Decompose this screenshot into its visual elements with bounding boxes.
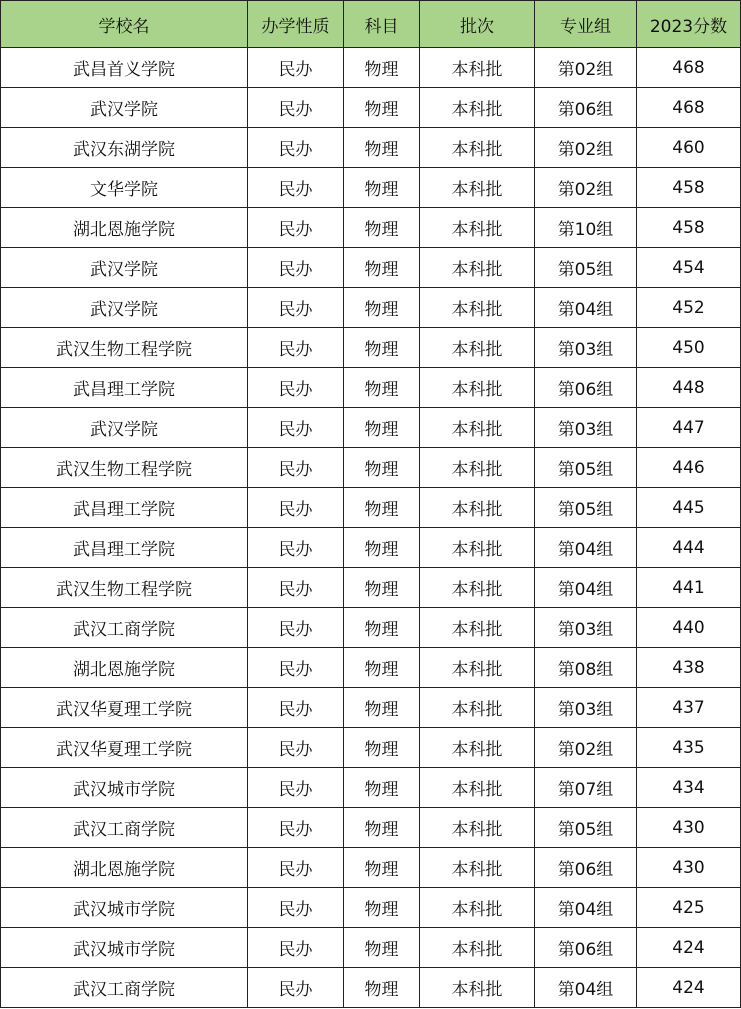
cell-subject: 物理 bbox=[344, 808, 420, 848]
cell-subject: 物理 bbox=[344, 928, 420, 968]
cell-major-group: 第08组 bbox=[535, 648, 637, 688]
cell-score: 468 bbox=[637, 88, 741, 128]
cell-major-group: 第06组 bbox=[535, 928, 637, 968]
table-row bbox=[1, 728, 741, 768]
cell-major-group: 第05组 bbox=[535, 488, 637, 528]
table-row bbox=[1, 448, 741, 488]
cell-school: 湖北恩施学院 bbox=[1, 208, 248, 248]
cell-school: 武汉生物工程学院 bbox=[1, 448, 248, 488]
table-row bbox=[1, 368, 741, 408]
cell-major-group: 第03组 bbox=[535, 328, 637, 368]
table-row bbox=[1, 48, 741, 88]
table-row bbox=[1, 288, 741, 328]
cell-major-group: 第02组 bbox=[535, 728, 637, 768]
cell-ownership: 民办 bbox=[248, 488, 344, 528]
cell-ownership: 民办 bbox=[248, 848, 344, 888]
table-body bbox=[1, 48, 741, 1008]
cell-ownership: 民办 bbox=[248, 368, 344, 408]
cell-ownership: 民办 bbox=[248, 48, 344, 88]
cell-ownership: 民办 bbox=[248, 728, 344, 768]
cell-school: 武汉东湖学院 bbox=[1, 128, 248, 168]
table-row bbox=[1, 808, 741, 848]
cell-batch: 本科批 bbox=[420, 968, 535, 1008]
cell-ownership: 民办 bbox=[248, 608, 344, 648]
cell-batch: 本科批 bbox=[420, 248, 535, 288]
cell-major-group: 第03组 bbox=[535, 688, 637, 728]
cell-school: 湖北恩施学院 bbox=[1, 648, 248, 688]
cell-major-group: 第02组 bbox=[535, 128, 637, 168]
cell-subject: 物理 bbox=[344, 448, 420, 488]
cell-score: 424 bbox=[637, 928, 741, 968]
cell-subject: 物理 bbox=[344, 168, 420, 208]
cell-subject: 物理 bbox=[344, 208, 420, 248]
cell-batch: 本科批 bbox=[420, 528, 535, 568]
cell-score: 441 bbox=[637, 568, 741, 608]
cell-subject: 物理 bbox=[344, 848, 420, 888]
cell-batch: 本科批 bbox=[420, 808, 535, 848]
cell-batch: 本科批 bbox=[420, 648, 535, 688]
cell-major-group: 第04组 bbox=[535, 288, 637, 328]
cell-score: 430 bbox=[637, 808, 741, 848]
cell-school: 武汉工商学院 bbox=[1, 968, 248, 1008]
cell-batch: 本科批 bbox=[420, 728, 535, 768]
cell-ownership: 民办 bbox=[248, 408, 344, 448]
cell-school: 武昌理工学院 bbox=[1, 528, 248, 568]
cell-subject: 物理 bbox=[344, 688, 420, 728]
table-row bbox=[1, 768, 741, 808]
cell-school: 武汉生物工程学院 bbox=[1, 328, 248, 368]
column-header-batch: 批次 bbox=[420, 1, 535, 48]
cell-major-group: 第02组 bbox=[535, 48, 637, 88]
cell-subject: 物理 bbox=[344, 888, 420, 928]
cell-subject: 物理 bbox=[344, 608, 420, 648]
cell-ownership: 民办 bbox=[248, 888, 344, 928]
table-row bbox=[1, 608, 741, 648]
cell-score: 425 bbox=[637, 888, 741, 928]
table-row bbox=[1, 88, 741, 128]
cell-school: 武汉城市学院 bbox=[1, 768, 248, 808]
cell-school: 武汉学院 bbox=[1, 248, 248, 288]
cell-subject: 物理 bbox=[344, 768, 420, 808]
table-header bbox=[1, 1, 741, 48]
table-row bbox=[1, 168, 741, 208]
table-row bbox=[1, 648, 741, 688]
cell-score: 438 bbox=[637, 648, 741, 688]
cell-major-group: 第04组 bbox=[535, 528, 637, 568]
cell-ownership: 民办 bbox=[248, 448, 344, 488]
cell-score: 437 bbox=[637, 688, 741, 728]
cell-school: 武汉华夏理工学院 bbox=[1, 728, 248, 768]
cell-subject: 物理 bbox=[344, 288, 420, 328]
cell-ownership: 民办 bbox=[248, 528, 344, 568]
cell-school: 武汉城市学院 bbox=[1, 888, 248, 928]
cell-major-group: 第10组 bbox=[535, 208, 637, 248]
cell-batch: 本科批 bbox=[420, 768, 535, 808]
cell-ownership: 民办 bbox=[248, 688, 344, 728]
table-row bbox=[1, 688, 741, 728]
cell-subject: 物理 bbox=[344, 248, 420, 288]
cell-major-group: 第05组 bbox=[535, 248, 637, 288]
cell-major-group: 第04组 bbox=[535, 968, 637, 1008]
cell-school: 武汉学院 bbox=[1, 288, 248, 328]
cell-score: 446 bbox=[637, 448, 741, 488]
cell-batch: 本科批 bbox=[420, 368, 535, 408]
table-row bbox=[1, 888, 741, 928]
cell-ownership: 民办 bbox=[248, 768, 344, 808]
cell-major-group: 第02组 bbox=[535, 168, 637, 208]
cell-major-group: 第03组 bbox=[535, 608, 637, 648]
column-header-ownership: 办学性质 bbox=[248, 1, 344, 48]
cell-batch: 本科批 bbox=[420, 488, 535, 528]
cell-major-group: 第06组 bbox=[535, 368, 637, 408]
column-header-major-group: 专业组 bbox=[535, 1, 637, 48]
cell-score: 424 bbox=[637, 968, 741, 1008]
cell-ownership: 民办 bbox=[248, 248, 344, 288]
cell-subject: 物理 bbox=[344, 128, 420, 168]
cell-score: 452 bbox=[637, 288, 741, 328]
cell-subject: 物理 bbox=[344, 648, 420, 688]
cell-subject: 物理 bbox=[344, 48, 420, 88]
cell-major-group: 第06组 bbox=[535, 88, 637, 128]
cell-subject: 物理 bbox=[344, 88, 420, 128]
cell-batch: 本科批 bbox=[420, 448, 535, 488]
cell-subject: 物理 bbox=[344, 408, 420, 448]
cell-subject: 物理 bbox=[344, 488, 420, 528]
table-row bbox=[1, 408, 741, 448]
cell-school: 武汉工商学院 bbox=[1, 608, 248, 648]
cell-ownership: 民办 bbox=[248, 968, 344, 1008]
cell-major-group: 第07组 bbox=[535, 768, 637, 808]
cell-major-group: 第05组 bbox=[535, 448, 637, 488]
cell-score: 434 bbox=[637, 768, 741, 808]
cell-batch: 本科批 bbox=[420, 568, 535, 608]
table-row bbox=[1, 488, 741, 528]
table-row bbox=[1, 208, 741, 248]
header-row bbox=[1, 1, 741, 48]
cell-subject: 物理 bbox=[344, 328, 420, 368]
table-row bbox=[1, 528, 741, 568]
cell-major-group: 第03组 bbox=[535, 408, 637, 448]
cell-batch: 本科批 bbox=[420, 848, 535, 888]
cell-batch: 本科批 bbox=[420, 888, 535, 928]
cell-school: 武昌理工学院 bbox=[1, 488, 248, 528]
cell-batch: 本科批 bbox=[420, 328, 535, 368]
table-row bbox=[1, 248, 741, 288]
cell-major-group: 第05组 bbox=[535, 808, 637, 848]
cell-score: 450 bbox=[637, 328, 741, 368]
cell-batch: 本科批 bbox=[420, 408, 535, 448]
cell-subject: 物理 bbox=[344, 368, 420, 408]
cell-score: 458 bbox=[637, 208, 741, 248]
cell-batch: 本科批 bbox=[420, 608, 535, 648]
cell-ownership: 民办 bbox=[248, 128, 344, 168]
cell-major-group: 第04组 bbox=[535, 888, 637, 928]
cell-school: 湖北恩施学院 bbox=[1, 848, 248, 888]
table-row bbox=[1, 128, 741, 168]
cell-score: 447 bbox=[637, 408, 741, 448]
table-row bbox=[1, 848, 741, 888]
cell-batch: 本科批 bbox=[420, 128, 535, 168]
cell-ownership: 民办 bbox=[248, 928, 344, 968]
column-header-subject: 科目 bbox=[344, 1, 420, 48]
cell-school: 武汉学院 bbox=[1, 408, 248, 448]
cell-batch: 本科批 bbox=[420, 48, 535, 88]
cell-ownership: 民办 bbox=[248, 288, 344, 328]
cell-batch: 本科批 bbox=[420, 208, 535, 248]
cell-subject: 物理 bbox=[344, 528, 420, 568]
cell-batch: 本科批 bbox=[420, 928, 535, 968]
cell-batch: 本科批 bbox=[420, 88, 535, 128]
cell-ownership: 民办 bbox=[248, 328, 344, 368]
cell-score: 430 bbox=[637, 848, 741, 888]
column-header-score-2023: 2023分数 bbox=[637, 1, 741, 48]
cell-score: 468 bbox=[637, 48, 741, 88]
cell-school: 武汉生物工程学院 bbox=[1, 568, 248, 608]
cell-score: 454 bbox=[637, 248, 741, 288]
cell-school: 武昌理工学院 bbox=[1, 368, 248, 408]
table-row bbox=[1, 568, 741, 608]
cell-school: 武汉工商学院 bbox=[1, 808, 248, 848]
cell-score: 448 bbox=[637, 368, 741, 408]
cell-subject: 物理 bbox=[344, 968, 420, 1008]
cell-score: 435 bbox=[637, 728, 741, 768]
cell-batch: 本科批 bbox=[420, 288, 535, 328]
cell-subject: 物理 bbox=[344, 728, 420, 768]
cell-batch: 本科批 bbox=[420, 688, 535, 728]
cell-score: 460 bbox=[637, 128, 741, 168]
cell-major-group: 第04组 bbox=[535, 568, 637, 608]
column-header-school: 学校名 bbox=[1, 1, 248, 48]
cell-major-group: 第06组 bbox=[535, 848, 637, 888]
cell-score: 445 bbox=[637, 488, 741, 528]
table-row bbox=[1, 328, 741, 368]
table-row bbox=[1, 928, 741, 968]
table-row bbox=[1, 968, 741, 1008]
cell-school: 武汉城市学院 bbox=[1, 928, 248, 968]
cell-subject: 物理 bbox=[344, 568, 420, 608]
cell-ownership: 民办 bbox=[248, 88, 344, 128]
cell-ownership: 民办 bbox=[248, 808, 344, 848]
cell-ownership: 民办 bbox=[248, 208, 344, 248]
cell-school: 武昌首义学院 bbox=[1, 48, 248, 88]
cell-school: 武汉华夏理工学院 bbox=[1, 688, 248, 728]
cell-score: 444 bbox=[637, 528, 741, 568]
cell-score: 440 bbox=[637, 608, 741, 648]
cell-ownership: 民办 bbox=[248, 648, 344, 688]
cell-ownership: 民办 bbox=[248, 168, 344, 208]
cell-ownership: 民办 bbox=[248, 568, 344, 608]
cell-score: 458 bbox=[637, 168, 741, 208]
cell-school: 武汉学院 bbox=[1, 88, 248, 128]
cell-batch: 本科批 bbox=[420, 168, 535, 208]
cell-school: 文华学院 bbox=[1, 168, 248, 208]
